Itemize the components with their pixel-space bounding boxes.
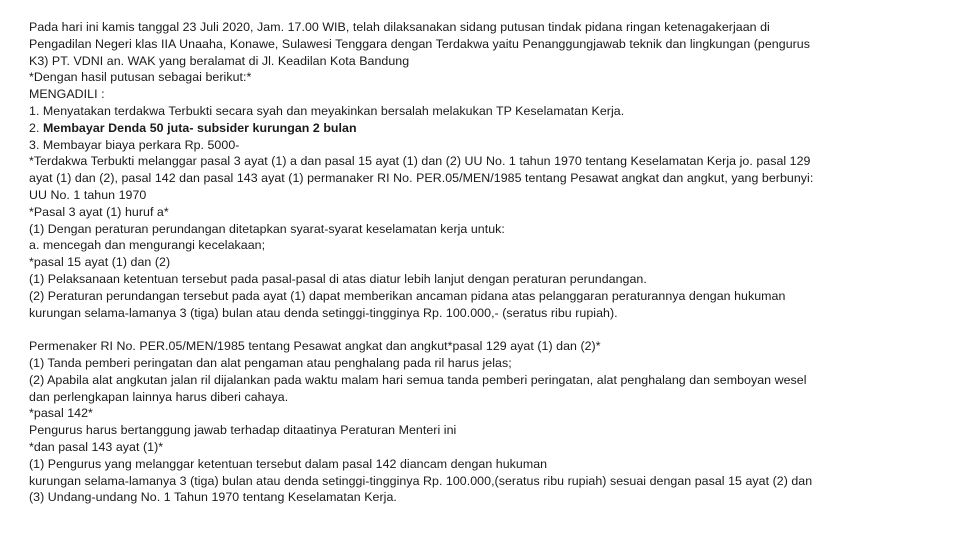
- text-line: (1) Pelaksanaan ketentuan tersebut pada pasal-pasal di atas diatur lebih lanjut dengan peraturan perundangan.: [29, 271, 647, 286]
- text-line: kurungan selama-lamanya 3 (tiga) bulan atau denda setinggi-tingginya Rp. 100.000,(seratus ribu rupiah) sesuai dengan pasal 15 ayat (2) dan: [29, 473, 813, 488]
- text-line: Pengadilan Negeri klas IIA Unaaha, Konawe, Sulawesi Tenggara dengan Terdakwa yaitu Penanggungjawab teknik dan lingkungan (pengurus: [29, 36, 810, 51]
- text-line: UU No. 1 tahun 1970: [29, 187, 147, 202]
- text-line: ayat (1) dan (2), pasal 142 dan pasal 143 ayat (1) permanaker RI No. PER.05/MEN/1985 tentang Pesawat angkat dan angkut, yang berbunyi:: [29, 171, 814, 186]
- text-line: Permenaker RI No. PER.05/MEN/1985 tentang Pesawat angkat dan angkut*pasal 129 ayat (1) dan (2)*: [29, 339, 601, 354]
- text-line: kurungan selama-lamanya 3 (tiga) bulan atau denda setinggi-tingginya Rp. 100.000,- (seratus ribu rupiah).: [29, 305, 618, 320]
- paragraph-permenaker: [29, 338, 929, 506]
- text-line: (3) Undang-undang No. 1 Tahun 1970 tentang Keselamatan Kerja.: [29, 490, 397, 505]
- verdict-item-2-number: 2.: [29, 120, 43, 135]
- verdict-item-1: 1. Menyatakan terdakwa Terbukti secara syah dan meyakinkan bersalah melakukan TP Keselamatan Kerja.: [29, 103, 625, 118]
- document-body: [29, 19, 929, 506]
- text-line: *Dengan hasil putusan sebagai berikut:*: [29, 70, 252, 85]
- paragraph-verdict: [29, 19, 929, 321]
- text-line: (1) Tanda pemberi peringatan dan alat pengaman atau penghalang pada ril harus jelas;: [29, 355, 512, 370]
- paragraph-spacer: [29, 321, 929, 338]
- verdict-item-3: 3. Membayar biaya perkara Rp. 5000-: [29, 137, 240, 152]
- text-line: Pada hari ini kamis tanggal 23 Juli 2020, Jam. 17.00 WIB, telah dilaksanakan sidang putusan tindak pidana ringan ketenagakerjaan di: [29, 20, 770, 34]
- text-line: (1) Pengurus yang melanggar ketentuan tersebut dalam pasal 142 diancam dengan hukuman: [29, 456, 548, 471]
- text-line: a. mencegah dan mengurangi kecelakaan;: [29, 238, 266, 253]
- text-line: *dan pasal 143 ayat (1)*: [29, 439, 164, 454]
- text-line: (1) Dengan peraturan perundangan ditetapkan syarat-syarat keselamatan kerja untuk:: [29, 221, 505, 236]
- heading-mengadili: MENGADILI :: [29, 87, 105, 102]
- text-line: K3) PT. VDNI an. WAK yang beralamat di Jl. Keadilan Kota Bandung: [29, 53, 410, 68]
- text-line: dan perlengkapan lainnya harus diberi cahaya.: [29, 389, 289, 404]
- text-line: *Pasal 3 ayat (1) huruf a*: [29, 204, 169, 219]
- text-line: (2) Apabila alat angkutan jalan ril dijalankan pada waktu malam hari semua tanda pemberi peringatan, alat penghalang dan semboyan wesel: [29, 372, 807, 387]
- text-line: Pengurus harus bertanggung jawab terhadap ditaatinya Peraturan Menteri ini: [29, 423, 457, 438]
- verdict-item-2-bold-text: Membayar Denda 50 juta- subsider kurungan 2 bulan: [42, 120, 357, 135]
- verdict-item-2: [29, 120, 929, 137]
- text-line: *pasal 142*: [29, 406, 93, 421]
- text-line: (2) Peraturan perundangan tersebut pada ayat (1) dapat memberikan ancaman pidana atas pelanggaran peraturannya dengan hukuman: [29, 288, 786, 303]
- text-line: *pasal 15 ayat (1) dan (2): [29, 255, 171, 270]
- text-line: *Terdakwa Terbukti melanggar pasal 3 ayat (1) a dan pasal 15 ayat (1) dan (2) UU No. 1 tahun 1970 tentang Keselamatan Kerja jo. pasal 129: [29, 154, 811, 169]
